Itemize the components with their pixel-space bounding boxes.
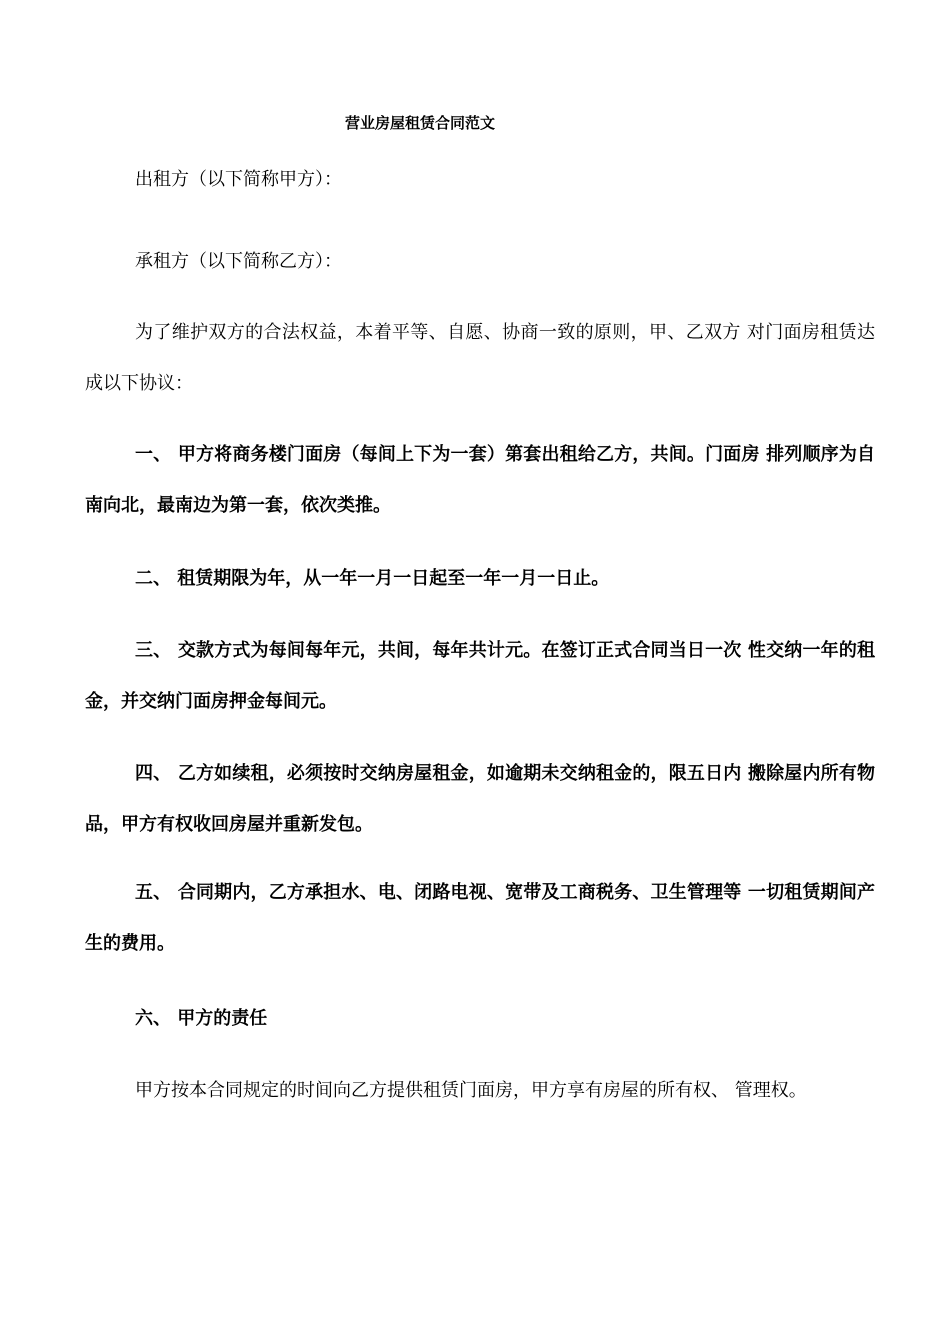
clause-6-body: 甲方按本合同规定的时间向乙方提供租赁门面房，甲方享有房屋的所有权、 管理权。 <box>135 1080 807 1101</box>
lessee-line: 承租方（以下简称乙方）： <box>135 251 342 272</box>
clause-4: 四、 乙方如续租，必须按时交纳房屋租金，如逾期未交纳租金的，限五日内 搬除屋内所有物品，甲方有权收回房屋并重新发包。 <box>85 763 875 835</box>
lessor-line: 出租方（以下简称甲方）： <box>135 169 342 190</box>
clause-1: 一、 甲方将商务楼门面房（每间上下为一套）第套出租给乙方，共间。门面房 排列顺序为自南向北，最南边为第一套，依次类推。 <box>85 444 875 516</box>
clause-2: 二、 租赁期限为年，从一年一月一日起至一年一月一日止。 <box>135 568 610 589</box>
clause-5: 五、 合同期内，乙方承担水、电、闭路电视、宽带及工商税务、卫生管理等 一切租赁期间产生的费用。 <box>85 882 875 954</box>
clause-6-heading: 六、 甲方的责任 <box>135 1008 268 1029</box>
clause-3: 三、 交款方式为每间每年元，共间，每年共计元。在签订正式合同当日一次 性交纳一年的租金，并交纳门面房押金每间元。 <box>85 640 875 712</box>
document-title: 营业房屋租赁合同范文 <box>344 114 495 132</box>
preamble-paragraph: 为了维护双方的合法权益，本着平等、自愿、协商一致的原则，甲、乙双方 对门面房租赁达成以下协议： <box>85 322 875 394</box>
